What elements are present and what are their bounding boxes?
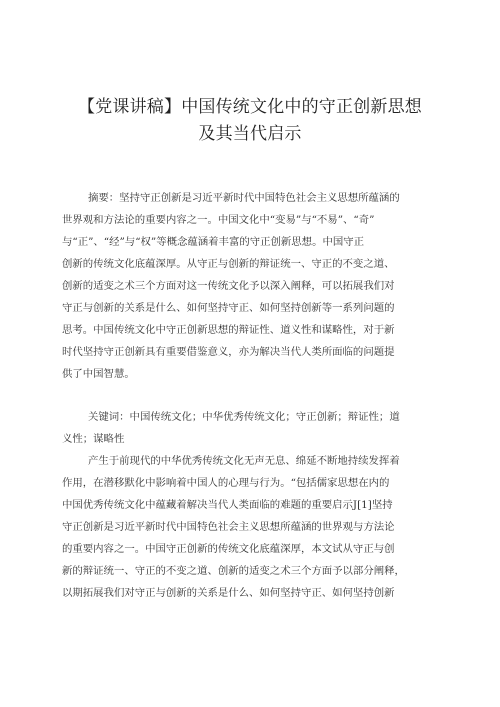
keywords-line: 义性；谋略性 [62, 433, 125, 445]
body-line: 中国优秀传统文化中蕴藏着解决当代人类面临的难题的重要启示J[1]坚持 [62, 499, 393, 511]
abstract-line: 世界观和方法论的重要内容之一。中国文化中“变易”与“不易”、“奇” [62, 214, 375, 226]
abstract-line: 与“正”、“经”与“权”等概念蕴涵着丰富的守正创新思想。中国守正 [62, 236, 365, 248]
abstract-line: 时代坚持守正创新具有重要借鉴意义，亦为解决当代人类所面临的问题提 [62, 346, 395, 358]
body-paragraph [62, 450, 450, 604]
abstract-paragraph [62, 187, 450, 385]
document-title-line-1: 【党课讲稿】中国传统文化中的守正创新思想 [78, 97, 422, 117]
body-line: 新的辩证统一、守正的不变之道、创新的适变之术三个方面予以部分阐释， [62, 565, 405, 577]
abstract-line: 创新的适变之术三个方面对这一传统文化予以深入阐释，可以拓展我们对 [62, 280, 395, 292]
keywords-paragraph [62, 406, 450, 450]
body-line: 守正创新是习近平新时代中国特色社会主义思想所蕴涵的世界观与方法论 [62, 521, 395, 533]
body-line: 作用，在潜移默化中影响着中国人的心理与行为。“包括儒家思想在内的 [62, 477, 390, 489]
body-line: 以期拓展我们对守正与创新的关系是什么、如何坚持守正、如何坚持创新 [62, 587, 395, 599]
body-line: 的重要内容之一。中国守正创新的传统文化底蕴深厚，本文试从守正与创 [62, 543, 395, 555]
body-line: 产生于前现代的中华优秀传统文化无声无息、绵延不断地持续发挥着 [88, 455, 400, 467]
abstract-line: 摘要：坚持守正创新是习近平新时代中国特色社会主义思想所蕴涵的 [88, 192, 400, 204]
keywords-line: 关键词：中国传统文化；中华优秀传统文化；守正创新；辩证性；道 [88, 411, 400, 423]
abstract-line: 思考。中国传统文化中守正创新思想的辩证性、道义性和谋略性，对于新 [62, 324, 395, 336]
abstract-line: 供了中国智慧。 [62, 368, 135, 380]
abstract-line: 创新的传统文化底蕴深厚。从守正与创新的辩证统一、守正的不变之道、 [62, 258, 395, 270]
document-title-line-2: 及其当代启示 [198, 124, 302, 144]
abstract-line: 守正与创新的关系是什么、如何坚持守正、如何坚持创新等一系列问题的 [62, 302, 395, 314]
